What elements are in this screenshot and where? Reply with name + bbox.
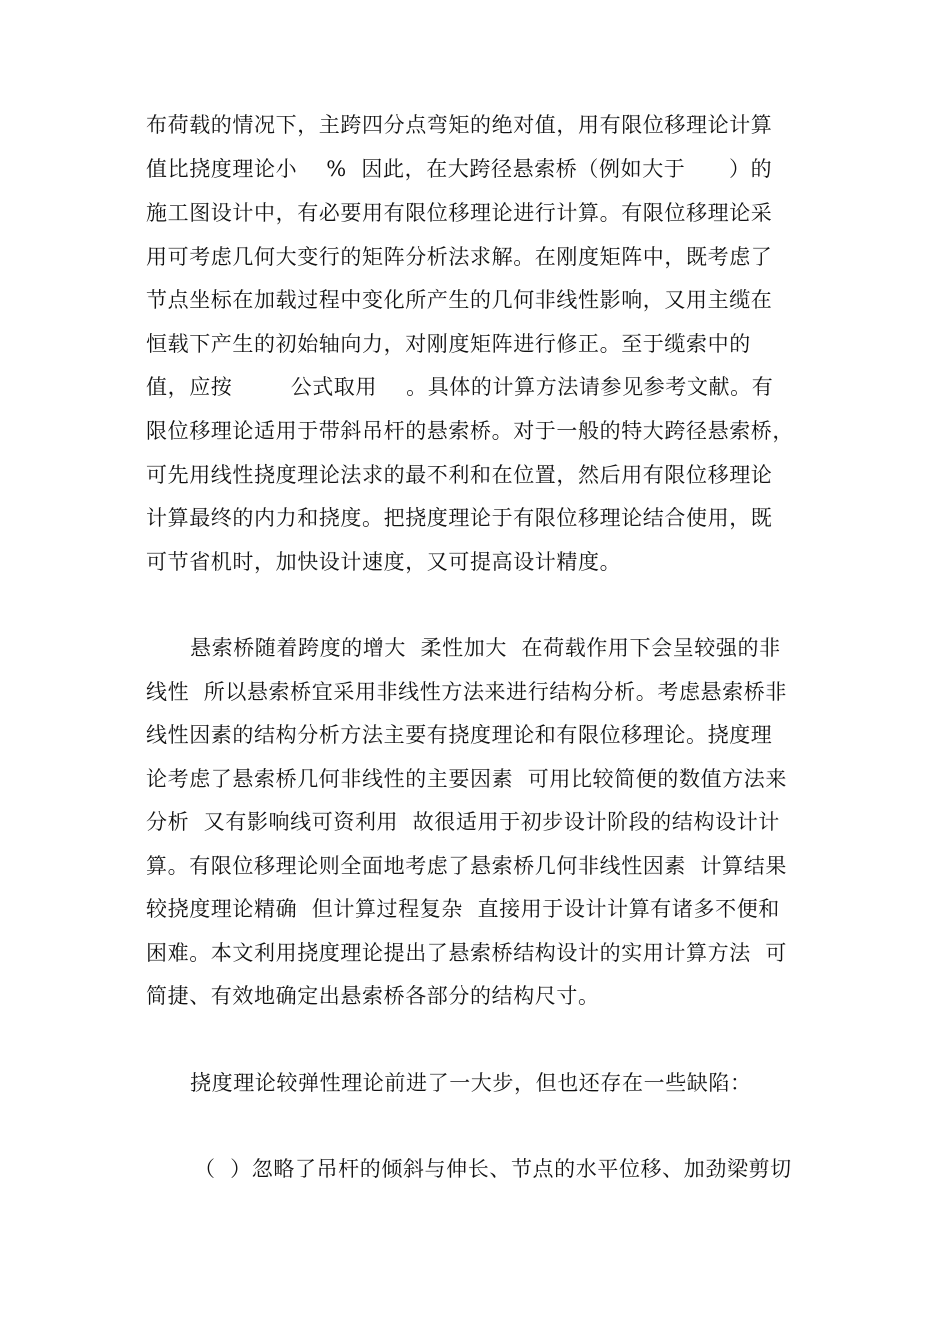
text-line: 值，应按 公式取用 。具体的计算方法请参见参考文献。有 [146, 375, 774, 399]
text-line: 线性因素的结构分析方法主要有挠度理论和有限位移理论。挠度理 [146, 723, 773, 747]
text-line: 布荷载的情况下，主跨四分点弯矩的绝对值，用有限位移理论计算 [146, 113, 773, 137]
text-line: 可先用线性挠度理论法求的最不利和在位置，然后用有限位移理论 [146, 463, 773, 487]
text-line: 简捷、有效地确定出悬索桥各部分的结构尺寸。 [146, 984, 600, 1008]
text-line: 分析 又有影响线可资利用 故很适用于初步设计阶段的结构设计计 [146, 810, 780, 834]
text-line: 较挠度理论精确 但计算过程复杂 直接用于设计计算有诸多不便和 [146, 897, 780, 921]
text-line: 困难。本文利用挠度理论提出了悬索桥结构设计的实用计算方法 可 [146, 941, 787, 965]
text-line: 节点坐标在加载过程中变化所产生的几何非线性影响，又用主缆在 [146, 288, 773, 312]
text-line: 论考虑了悬索桥几何非线性的主要因素 可用比较简便的数值方法来 [146, 767, 787, 791]
text-line: 恒载下产生的初始轴向力，对刚度矩阵进行修正。至于缆索中的 [146, 332, 751, 356]
text-line: 挠度理论较弹性理论前进了一大步，但也还存在一些缺陷： [190, 1071, 752, 1095]
text-line: 可节省机时，加快设计速度，又可提高设计精度。 [146, 550, 622, 574]
text-line: 值比挠度理论小 % 因此，在大跨径悬索桥（例如大于 ）的 [146, 157, 773, 181]
text-line: 计算最终的内力和挠度。把挠度理论于有限位移理论结合使用，既 [146, 506, 773, 530]
text-line: 限位移理论适用于带斜吊杆的悬索桥。对于一般的特大跨径悬索桥， [146, 419, 794, 443]
text-line: 线性 所以悬索桥宜采用非线性方法来进行结构分析。考虑悬索桥非 [146, 680, 787, 704]
text-line: 用可考虑几何大变行的矩阵分析法求解。在刚度矩阵中，既考虑了 [146, 245, 773, 269]
list-item-text: （ ）忽略了吊杆的倾斜与伸长、节点的水平位移、加劲梁剪切 [194, 1157, 792, 1181]
text-line: 悬索桥随着跨度的增大 柔性加大 在荷载作用下会呈较强的非 [190, 636, 781, 660]
text-line: 算。有限位移理论则全面地考虑了悬索桥几何非线性因素 计算结果 [146, 854, 787, 878]
text-line: 施工图设计中，有必要用有限位移理论进行计算。有限位移理论采 [146, 201, 773, 225]
